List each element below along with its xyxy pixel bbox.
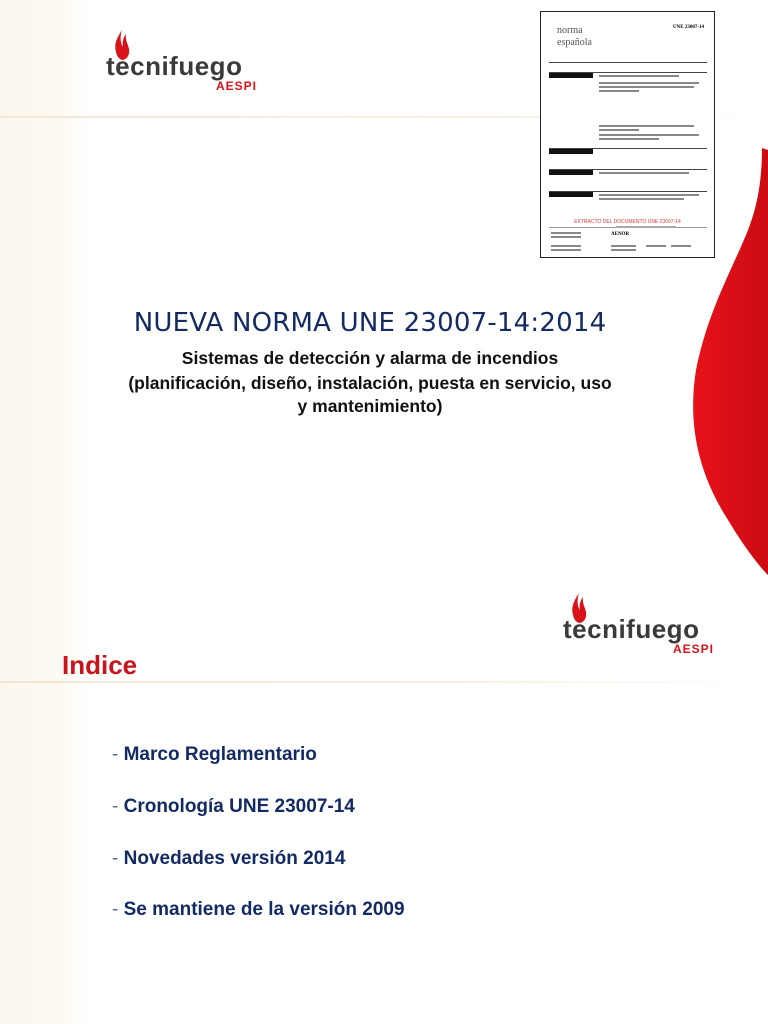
list-item: - Cronología UNE 23007-14 (112, 796, 355, 817)
doc-header-norma: norma (557, 25, 583, 36)
section-heading: Indice (62, 650, 138, 680)
list-item: - Marco Reglamentario (112, 744, 317, 765)
logo-aespi: AESPI (216, 79, 258, 93)
slide-index (0, 580, 768, 1024)
page-title: NUEVA NORMA UNE 23007-14:2014 (133, 308, 607, 338)
logo-wordmark: tecnifuego (563, 614, 700, 644)
subtitle-line-3: y mantenimiento) (297, 396, 443, 416)
subtitle-line-1: Sistemas de detección y alarma de incendios (181, 348, 559, 368)
list-item: - Se mantiene de la versión 2009 (112, 899, 405, 920)
list-item: - Novedades versión 2014 (112, 848, 346, 869)
logo-wordmark: tecnifuego (106, 51, 243, 81)
doc-header-espanola: española (557, 37, 592, 48)
doc-extract-label: EXTRACTO DEL DOCUMENTO UNE 23007-14 (574, 219, 681, 225)
left-decorative-band (0, 0, 90, 580)
decorative-flame-icon (688, 0, 768, 580)
left-decorative-band (0, 580, 90, 1024)
divider-line (0, 681, 768, 683)
doc-code: UNE 23007-14 (673, 25, 704, 30)
doc-publisher-logo: AENOR (611, 232, 630, 237)
logo-aespi: AESPI (673, 642, 715, 656)
subtitle-line-2: (planificación, diseño, instalación, puesta en servicio, uso (128, 373, 612, 393)
